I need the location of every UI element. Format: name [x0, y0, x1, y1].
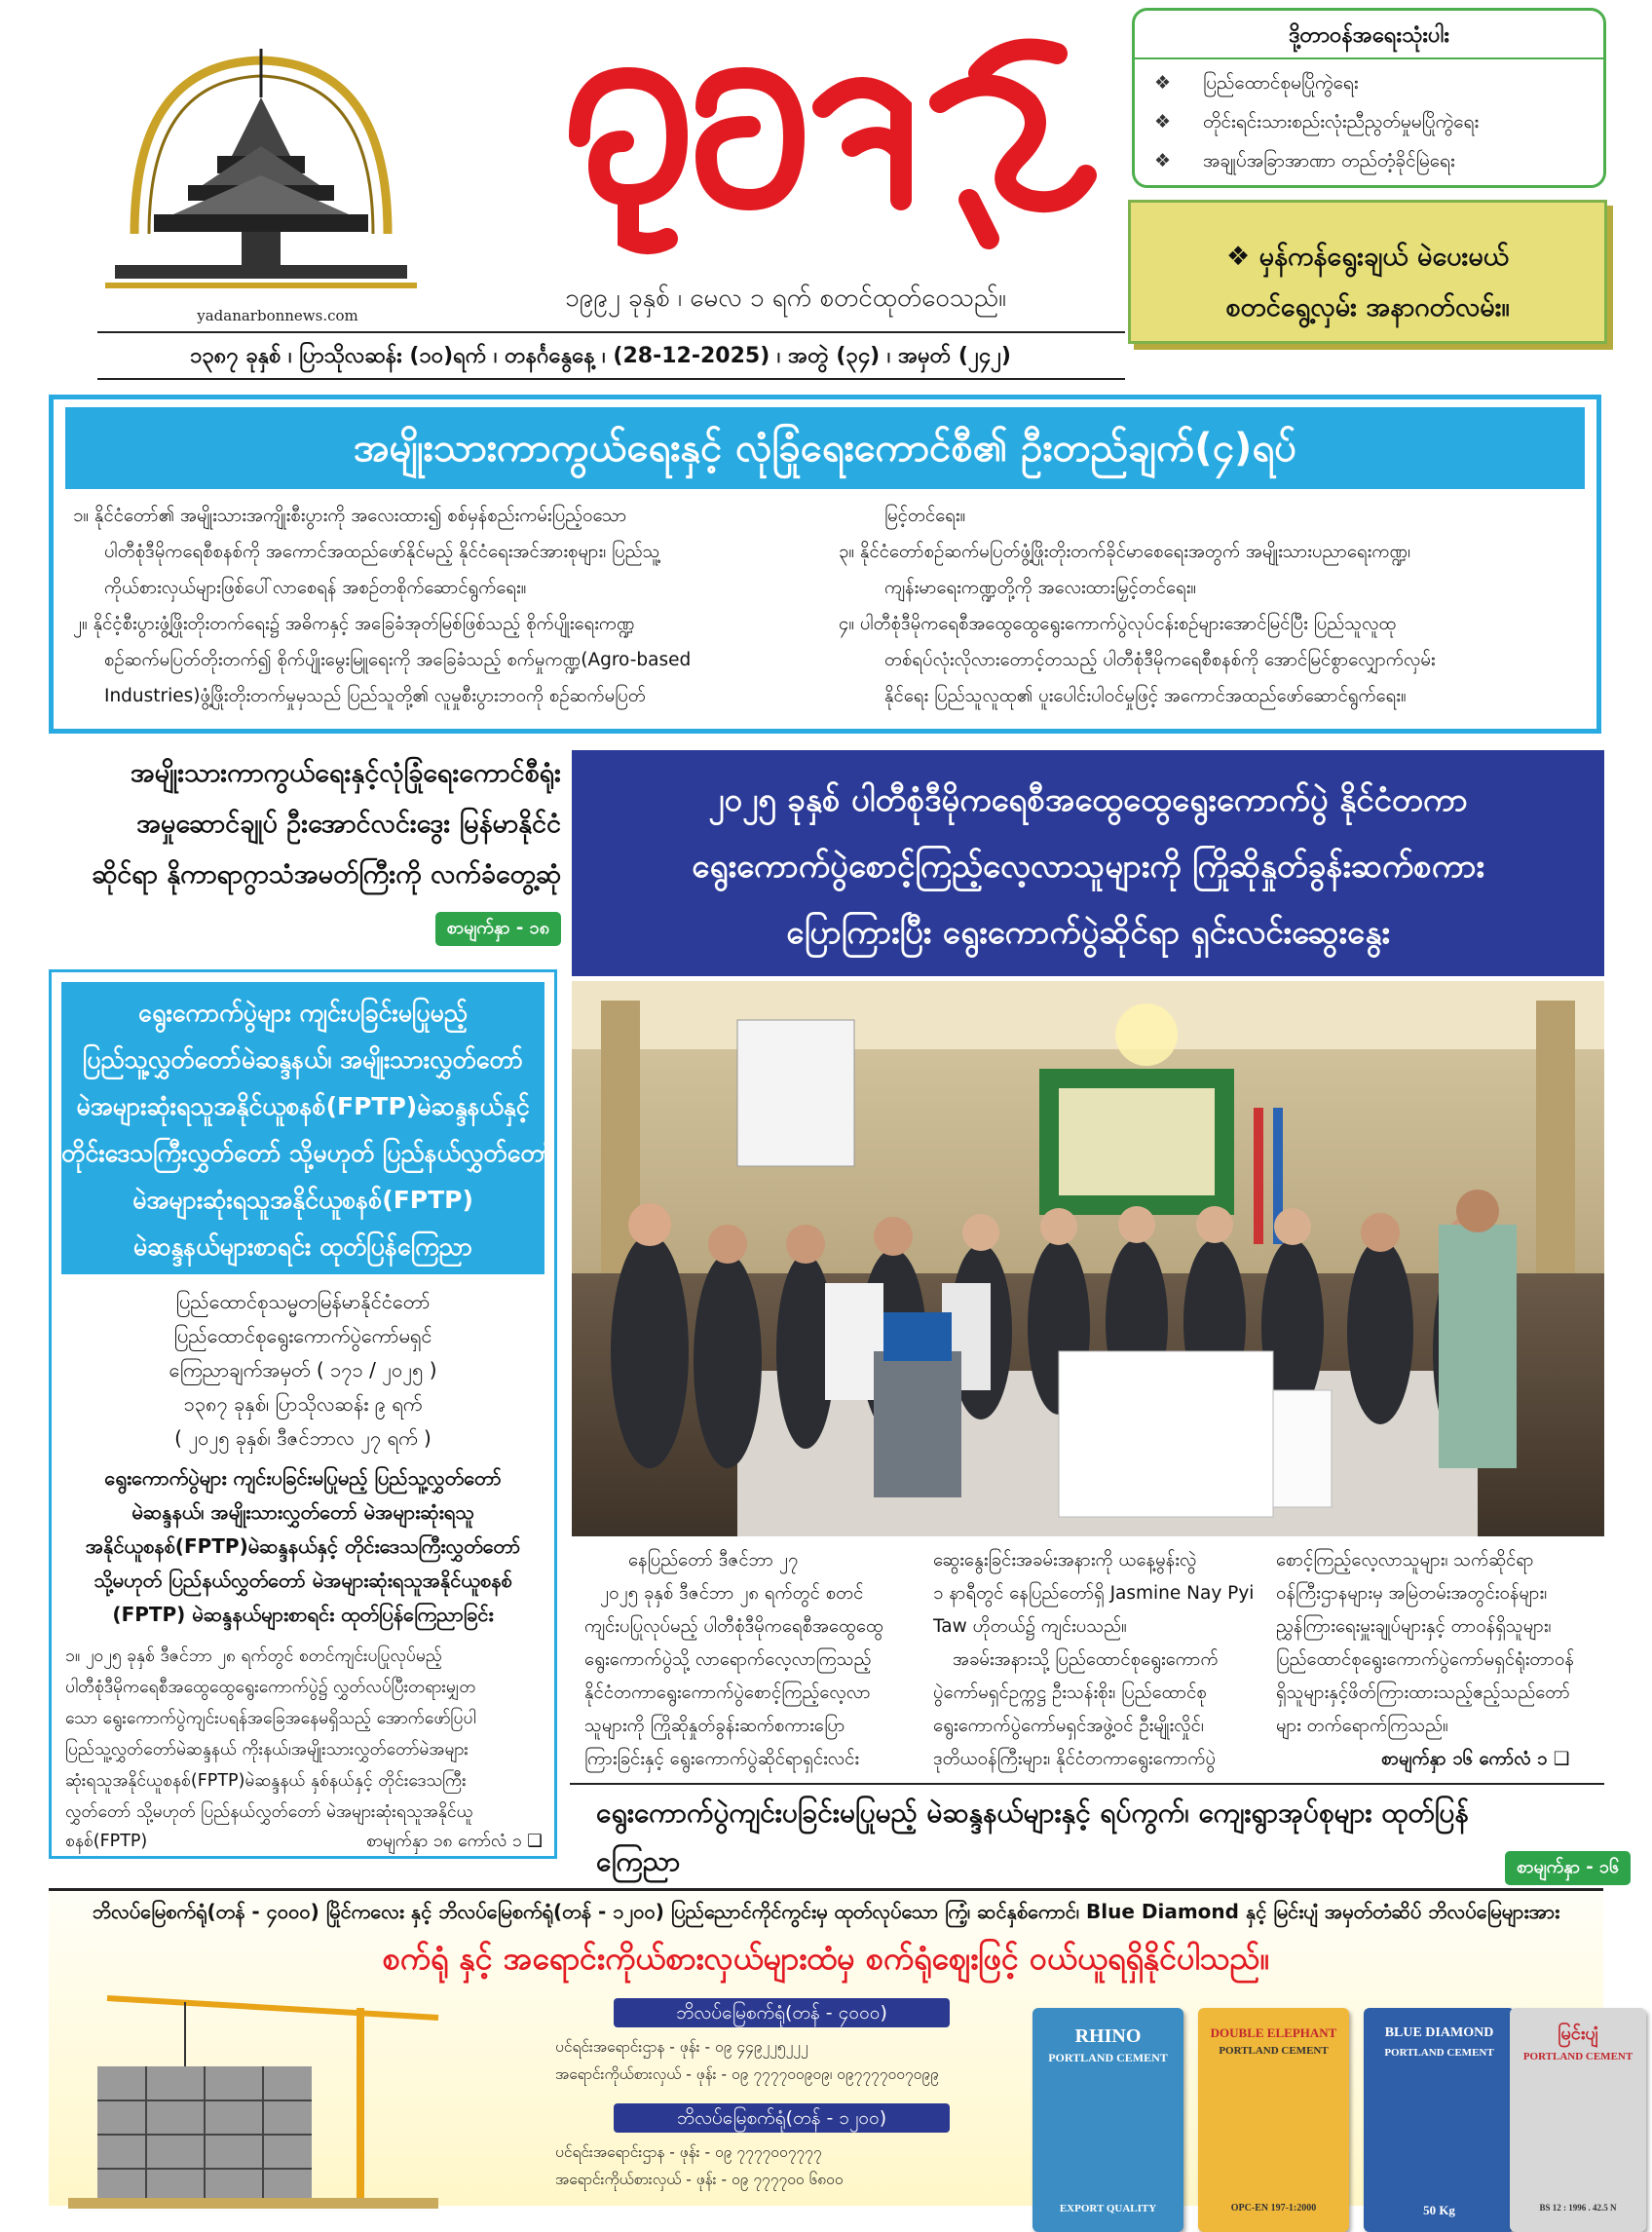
headline-line: ဆိုင်ရာ နိုကာရာဂွာသံအမတ်ကြီးကို လက်ခံတွေ့ဆုံ: [92, 859, 561, 889]
notice-issuer: ပြည်ထောင်စုရွေးကောက်ပွဲကော်မရှင်: [173, 1324, 432, 1347]
factory-label: ဘိလပ်မြေစက်ရုံ(တန် - ၁၂၀၀): [614, 2103, 950, 2133]
notice-heading-line: ပြည်သူ့လွှတ်တော်မဲဆန္ဒနယ်၊ အမျိုးသားလွှတ်တော်: [83, 1045, 523, 1074]
headline-line: ပြောကြားပြီး ရွေးကောက်ပွဲဆိုင်ရာ ရှင်းလင်းဆွေးနွေး: [786, 913, 1390, 951]
notice-body-text: ပါတီစုံဒီမိုကရေစီအထွေထွေရွေးကောက်ပွဲ၌ လွှတ်လပ်ပြီးတရားမျှတ: [65, 1678, 476, 1697]
notice-heading-line: မဲအများဆုံးရသူအနိုင်ယူစနစ်(FPTP)မဲဆန္ဒနယ်နှင့်: [76, 1092, 530, 1120]
objective-text: ၃။ နိုင်ငံတော်စဉ်ဆက်မပြတ်ဖွံ့ဖြိုးတိုးတက်ခိုင်မာစေရေးအတွက် အမျိုးသားပညာရေးကဏ္ဍ၊: [839, 542, 1411, 562]
construction-illustration: [68, 1988, 438, 2209]
event-photo: [572, 981, 1604, 1536]
main-headline-banner[interactable]: [572, 750, 1604, 976]
notice-subtitle: သို့မဟုတ် ပြည်နယ်လွှတ်တော် မဲအများဆုံးရသူအနိုင်ယူစနစ်: [94, 1569, 512, 1592]
notice-body-text: ပြည်သူ့လွှတ်တော်မဲဆန္ဒနယ် ကိုးနယ်၊အမျိုးသားလွှတ်တော်မဲအများ: [65, 1740, 469, 1759]
notice-body-text: သော ရွေးကောက်ပွဲကျင်းပရန်အခြေအနေမရှိသည့် အောက်ဖော်ပြပါ: [65, 1709, 476, 1728]
article-text: ဒုတိယဝန်ကြီးများ၊ နိုင်ငံတကာရွေးကောက်ပွဲ: [933, 1749, 1217, 1769]
secondary-headline[interactable]: ရွေးကောက်ပွဲကျင်းပခြင်းမပြုမည့် မဲဆန္ဒနယ်များနှင့် ရပ်ကွက်၊ ကျေးရွာအုပ်စုများ ထုတ်ပြန်: [596, 1797, 1469, 1829]
duties-item: ❖ အချုပ်အခြာအာဏာ တည်တံ့ခိုင်မြဲရေး: [1154, 150, 1455, 171]
duties-title: ဒို့တာဝန်အရေးသုံးပါး: [1289, 23, 1449, 48]
article-text: သူများကို ကြိုဆိုနှုတ်ခွန်းဆက်စကားပြော: [584, 1716, 845, 1736]
diamond-bullet-icon: ❖: [1154, 111, 1172, 132]
objective-text: ၄။ ပါတီစုံဒီမိုကရေစီအထွေထွေရွေးကောက်ပွဲလုပ်ငန်းစဉ်များအောင်မြင်ပြီး ပြည်သူလူထု: [839, 614, 1397, 634]
article-text: များ တက်ရောက်ကြသည်။: [1276, 1716, 1448, 1736]
notice-heading-line: တိုင်းဒေသကြီးလွှတ်တော် သို့မဟုတ် ပြည်နယ်လွှတ်တော်: [61, 1139, 554, 1167]
duties-divider: [1135, 57, 1603, 59]
article-text: ရွေးကောက်ပွဲသို့ လာရောက်လေ့လာကြသည့်: [584, 1649, 872, 1670]
duties-box: [1132, 8, 1606, 188]
slogan-line: ❖ မှန်ကန်ရွေးချယ် မဲပေးမယ်: [1226, 242, 1509, 272]
notice-subtitle: (FPTP) မဲဆန္ဒနယ်များစာရင်း ထုတ်ပြန်ကြေညာခြင်း: [112, 1603, 494, 1626]
notice-subtitle: ရွေးကောက်ပွဲများ ကျင်းပခြင်းမပြုမည့် ပြည်သူ့လွှတ်တော်: [104, 1466, 502, 1490]
objective-text: စဉ်ဆက်မပြတ်တိုးတက်၍ စိုက်ပျိုးမွေးမြူရေးကို အခြေခံသည့် စက်မှုကဏ္ဍ(Agro-based: [104, 650, 692, 670]
objective-text: ၁။ နိုင်ငံတော်၏ အမျိုးသားအကျိုးစီးပွားကို အလေးထား၍ စစ်မှန်စည်းကမ်းပြည့်ဝသော: [73, 506, 627, 526]
rhino-cement-bag: RHINO PORTLAND CEMENT EXPORT QUALITY: [1032, 2008, 1183, 2232]
notice-heading-line: မဲအများဆုံးရသူအနိုင်ယူစနစ်(FPTP): [132, 1186, 473, 1214]
notice-heading: [61, 982, 554, 1274]
double-elephant-cement-bag: DOUBLE ELEPHANT PORTLAND CEMENT OPC-EN 197-1:2000: [1198, 2008, 1349, 2232]
notice-subtitle: မဲဆန္ဒနယ်၊ အမျိုးသားလွှတ်တော် မဲအများဆုံးရသူ: [131, 1500, 474, 1524]
flying-horse-cement-bag: မြင်းပျံ PORTLAND CEMENT BS 12 : 1996 . 42.5 N: [1510, 2008, 1646, 2232]
cement-advertisement: [49, 1888, 1633, 2217]
page-reference-tag[interactable]: စာမျက်နှာ - ၁၈: [435, 912, 561, 946]
headline-line: ရွေးကောက်ပွဲစောင့်ကြည့်လေ့လာသူများကို ကြိုဆိုနှုတ်ခွန်းဆက်စကား: [692, 847, 1484, 885]
objective-text: ၂။ နိုင်ငံ့စီးပွားဖွံ့ဖြိုးတိုးတက်ရေး၌ အဓိကနှင့် အခြေခံအုတ်မြစ်ဖြစ်သည့် စိုက်ပျိုးရေးကဏ္ဍ: [73, 614, 635, 634]
article-text: ဆွေးနွေးခြင်းအခမ်းအနားကို ယနေ့မွန်းလွဲ: [933, 1550, 1197, 1570]
election-notice-box: [49, 969, 557, 1859]
article-text: ပြည်ထောင်စုရွေးကောက်ပွဲကော်မရှင်ရုံးတာဝန်: [1276, 1649, 1574, 1670]
article-text: Taw ဟိုတယ်၌ ကျင်းပသည်။: [933, 1616, 1127, 1637]
secondary-headline[interactable]: ကြေညာ: [596, 1845, 681, 1877]
objective-text: Industries)ဖွံ့ဖြိုးတိုးတက်မှုမှသည် ပြည်သူတို့၏ လူမှုစီးပွားဘဝကို စဉ်ဆက်မပြတ်: [104, 686, 646, 706]
notice-number: ကြေညာချက်အမှတ် ( ၁၇၁ / ၂၀၂၅ ): [169, 1358, 437, 1381]
article-text: အခမ်းအနားသို့ ပြည်ထောင်စုရွေးကောက်: [953, 1649, 1219, 1670]
notice-issuer: ပြည်ထောင်စုသမ္မတမြန်မာနိုင်ငံတော်: [175, 1290, 431, 1313]
notice-heading-line: ရွေးကောက်ပွဲများ ကျင်းပခြင်းမပြုမည့်: [138, 999, 468, 1027]
notice-body-text: ၁။ ၂၀၂၅ ခုနှစ် ဒီဇင်ဘာ ၂၈ ရက်တွင် စတင်ကျင်းပပြုလုပ်မည့်: [65, 1646, 442, 1666]
notice-body-text: ဆုံးရသူအနိုင်ယူစနစ်(FPTP)မဲဆန္ဒနယ် နှစ်နယ်နှင့် တိုင်းဒေသကြီး: [65, 1771, 467, 1791]
blue-diamond-cement-bag: BLUE DIAMOND PORTLAND CEMENT 50 Kg: [1364, 2008, 1515, 2232]
objective-text: မြင့်တင်ရေး။: [884, 506, 966, 526]
contact-row: အရောင်းကိုယ်စားလှယ် - ဖုန်း - ၀၉ ၇၇၇၇၀၀၉၀၉၊ ၀၉၇၇၇၇၀၀၇၀၉၉: [555, 2065, 939, 2083]
article-text: ၂၀၂၅ ခုနှစ် ဒီဇင်ဘာ ၂၈ ရက်တွင် စတင်: [600, 1583, 864, 1604]
article-text: နိုင်ငံတကာရွေးကောက်ပွဲစောင့်ကြည့်လေ့လာ: [584, 1683, 871, 1703]
election-slogan-box: [1128, 200, 1607, 344]
diamond-bullet-icon: ❖: [1154, 150, 1172, 171]
site-url[interactable]: yadanarbonnews.com: [197, 307, 358, 324]
article-text: ကျင်းပပြုလုပ်မည့် ပါတီစုံဒီမိုကရေစီအထွေထွေ: [584, 1616, 883, 1637]
article-text: ကြားခြင်းနှင့် ရွေးကောက်ပွဲဆိုင်ရာရှင်းလင်း: [584, 1749, 860, 1769]
notice-date: ၁၃၈၇ ခုနှစ်၊ ပြာသိုလဆန်း ၉ ရက်: [183, 1392, 423, 1416]
article-dateline: နေပြည်တော် ဒီဇင်ဘာ ၂၇: [628, 1550, 799, 1570]
headline-line: ၂၀၂၅ ခုနှစ် ပါတီစုံဒီမိုကရေစီအထွေထွေရွေးကောက်ပွဲ နိုင်ငံတကာ: [708, 780, 1468, 818]
article-text: ညွှန်ကြားရေးမှူးချုပ်များနှင့် တာဝန်ရှိသူများ၊: [1276, 1616, 1552, 1637]
article-text: ၁ နာရီတွင် နေပြည်တော်ရှိ Jasmine Nay Pyi: [933, 1583, 1255, 1604]
objectives-box: [49, 395, 1601, 734]
contact-row: ပင်ရင်းအရောင်းဌာန - ဖုန်း - ၀၉ ၇၇၇၇၀၀၇၇၇၇: [555, 2143, 822, 2161]
slogan-line: စတင်ရွေ့လှမ်း အနာဂတ်လမ်း။: [1225, 292, 1510, 322]
section-rule: [570, 1783, 1604, 1785]
notice-date: ( ၂၀၂၅ ခုနှစ်၊ ဒီဇင်ဘာလ ၂၇ ရက် ): [174, 1426, 432, 1450]
headline-line: အမျိုးသားကာကွယ်ရေးနှင့်လုံခြုံရေးကောင်စီရုံး: [130, 758, 561, 788]
notice-heading-line: မဲဆန္ဒနယ်များစာရင်း ထုတ်ပြန်ကြေညာ: [132, 1232, 473, 1261]
diamond-bullet-icon: ❖: [1154, 72, 1172, 94]
objective-text: ကိုယ်စားလှယ်များဖြစ်ပေါ်လာစေရန် အစဉ်တစိုက်ဆောင်ရွက်ရေး။: [104, 578, 527, 598]
objective-text: နိုင်ရေး ပြည်သူလူထု၏ ပူးပေါင်းပါဝင်မှုဖြင့် အကောင်အထည်ဖော်ဆောင်ရွက်ရေး။: [884, 686, 1407, 706]
notice-subtitle: အနိုင်ယူစနစ်(FPTP)မဲဆန္ဒနယ်နှင့် တိုင်းဒေသကြီးလွှတ်တော်: [85, 1534, 521, 1558]
duties-item: ❖ တိုင်းရင်းသားစည်းလုံးညီညွတ်မှုမပြိုကွဲရေး: [1154, 111, 1480, 132]
article-text: ဝန်ကြီးဌာနများမှ အမြဲတမ်းအတွင်းဝန်များ၊: [1276, 1583, 1548, 1604]
article-text: ပွဲကော်မရှင်ဥက္ကဋ္ဌ ဦးသန်းစိုး၊ ပြည်ထောင်စု: [933, 1683, 1207, 1703]
notice-body-text: လွှတ်တော် သို့မဟုတ် ပြည်နယ်လွှတ်တော် မဲအများဆုံးရသူအနိုင်ယူ: [65, 1802, 473, 1822]
contact-row: ပင်ရင်းအရောင်းဌာန - ဖုန်း - ၀၉ ၄၄၉၂၂၅၂၂၂: [555, 2038, 808, 2056]
duties-item: ❖ ပြည်ထောင်စုမပြိုကွဲရေး: [1154, 72, 1359, 94]
objective-text: တစ်ရပ်လုံးလိုလားတောင့်တသည့် ပါတီစုံဒီမိုကရေစီစနစ်ကို အောင်မြင်စွာလျှောက်လှမ်း: [884, 650, 1436, 670]
notice-body-text: စနစ်(FPTP): [65, 1832, 148, 1851]
founding-tagline: ၁၉၉၂ ခုနှစ် ၊ မေလ ၁ ရက် စတင်ထုတ်ဝေသည်။: [565, 284, 1007, 313]
objective-text: ပါတီစုံဒီမိုကရေစီစနစ်ကို အကောင်အထည်ဖော်နိုင်မည့် နိုင်ငံရေးအင်အားစုများ၊ ပြည်သူ့: [104, 542, 660, 562]
contact-row: အရောင်းကိုယ်စားလှယ် - ဖုန်း - ၀၉ ၇၇၇၇၀၀ ၆၈၀၀: [555, 2171, 844, 2188]
continued-link[interactable]: စာမျက်နှာ ၁၈ ကော်လံ ၁ ❑: [365, 1832, 543, 1851]
continued-link[interactable]: စာမျက်နှာ ၁၆ ကော်လံ ၁ ❑: [1381, 1749, 1570, 1769]
factory-label: ဘိလပ်မြေစက်ရုံ(တန် - ၄၀၀၀): [614, 1998, 950, 2027]
objective-text: ကျန်းမာရေးကဏ္ဍတို့ကို အလေးထားမြှင့်တင်ရေး။: [884, 578, 1197, 598]
article-text: စောင့်ကြည့်လေ့လာသူများ၊ သက်ဆိုင်ရာ: [1276, 1550, 1534, 1570]
issue-date-line: ၁၃၈၇ ခုနှစ် ၊ ပြာသိုလဆန်း (၁၀)ရက် ၊ တနင်္ဂနွေနေ့ ၊ (28-12-2025) ၊ အတွဲ (၃၄) ၊ အမှတ် (၂၄၂): [190, 344, 1011, 368]
article-text: ရွေးကောက်ပွဲကော်မရှင်အဖွဲ့ဝင် ဦးမျိုးလှိုင်၊: [933, 1716, 1204, 1736]
ad-headline: စက်ရုံ နှင့် အရောင်းကိုယ်စားလှယ်များထံမှ စက်ရုံဈေးဖြင့် ဝယ်ယူရရှိနိုင်ပါသည်။: [382, 1940, 1270, 1977]
newspaper-title-logo: [560, 29, 1115, 263]
pagoda-logo: [95, 39, 427, 331]
ad-intro-text: ဘိလပ်မြေစက်ရုံ(တန် - ၄၀၀၀) မြိုင်ကလေး နှင့် ဘိလပ်မြေစက်ရုံ(တန် - ၁၂၀၀) ပြည်ညောင်ကိုင်ကွင်းမှ ထုတ်လုပ်သော ကြံ့၊ ဆင်နှစ်ကောင်၊ Blue Diamond နှင့် မြင်းပျံ အမှတ်တံဆိပ် ဘိလပ်မြေများအား: [92, 1900, 1560, 1923]
page-reference-tag[interactable]: စာမျက်နှာ - ၁၆: [1505, 1851, 1631, 1885]
masthead-rule: [97, 331, 1125, 333]
article-text: ရှိသူများနှင့်ဖိတ်ကြားထားသည့်ဧည့်သည်တော်: [1276, 1683, 1570, 1703]
headline-line: အမှုဆောင်ချုပ် ဦးအောင်လင်းဒွေး မြန်မာနိုင်ငံ: [136, 809, 561, 839]
masthead-rule: [97, 378, 1125, 380]
objectives-title: အမျိုးသားကာကွယ်ရေးနှင့် လုံခြုံရေးကောင်စီ၏ ဦးတည်ချက်(၄)ရပ်: [65, 407, 1585, 489]
